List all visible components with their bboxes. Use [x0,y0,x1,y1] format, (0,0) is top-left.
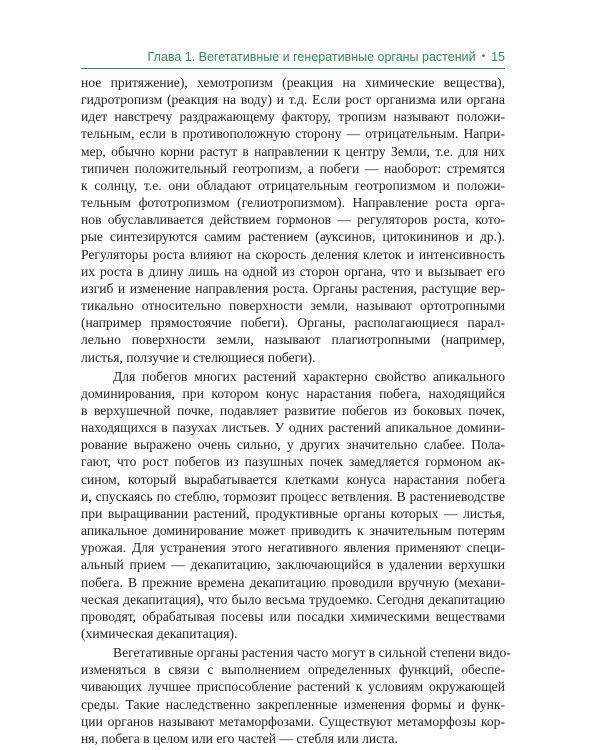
text-line: при выращивании растений, продуктивные органы которых — листья, [81,505,505,521]
text-line: нов обуславливается действием гормонов — регуляторов роста, кото- [81,212,505,228]
body-text [81,74,511,747]
text-line: (например прямостоячие побеги). Органы, располагающиеся парал- [81,315,505,331]
text-line: чивающих лучшее приспособление растений к условиям окружающей [81,679,505,695]
running-head [81,50,505,64]
text-line: тикально относительно поверхности земли, называют ортотропными [81,298,505,314]
paragraph [81,644,511,747]
paragraph [81,74,505,366]
text-line: лельно поверхности земли, называют плагиотропными (например, [81,332,505,348]
text-line: мер, обычно корни растут в направлении к центру Земли, т.е. для них [81,143,505,159]
text-line: Вегетативные органы растения часто могут в сильной степени видо- [113,645,511,661]
text-line: побега. В прежние времена декапитацию проводили вручную (механи- [81,574,505,590]
text-line: ции органов называют метаморфозами. Существуют метаморфозы кор- [81,713,505,729]
header-rule [81,68,505,69]
text-line: Для побегов многих растений характерно свойство апикального [113,368,505,384]
text-line: рование выражено очень сильно, у других значительно слабее. Пола- [81,437,505,453]
text-line: ческая декапитация), что было весьма трудоемко. Сегодня декапитацию [81,591,505,607]
text-line: их роста в длину лишь на одной из сторон органа, что и вызывает его [81,263,505,279]
text-line: тельным фототропизмом (гелиотропизмом). Направление роста орга- [81,195,505,211]
paragraph [81,368,505,643]
text-line: урожая. Для устранения этого негативного явления применяют специ- [81,540,505,556]
text-line: и, спускаясь по стеблю, тормозит процесс ветвления. В растениеводстве [81,488,505,504]
text-line: изгиб и изменение направления роста. Органы растения, растущие вер- [81,280,505,296]
text-line: (химическая декапитация). [81,626,238,641]
text-line: к солнцу, т.е. они обладают отрицательным геотропизмом и положи- [81,177,505,193]
text-line: доминирования, при котором конус нарастания побега, находящийся [81,385,505,401]
text-line: гидротропизм (реакция на воду) и т.д. Если рост организма или органа [81,92,505,108]
text-line: проводят, обрабатывая посевы или посадки химическими веществами [81,608,505,624]
text-line: гают, что рост побегов из пазушных почек замедляется гормоном ак- [81,454,505,470]
text-line: альный прием — декапитацию, заключающийся в удалении верхушки [81,557,505,573]
text-line: Регуляторы роста влияют на скорость деления клеток и интенсивность [81,246,505,262]
text-line: листья, ползучие и стелющиеся побеги). [81,349,316,365]
bullet-icon: • [481,50,486,62]
text-line: находящихся в пазухах листьев. У одних растений апикальное домини- [81,420,505,436]
text-line: тельным, если в противоположную сторону — отрицательным. Напри- [81,126,505,142]
page-number: 15 [491,50,505,64]
text-line: апикальное доминирование может приводить к значительным потерям [81,523,505,539]
text-line: среды. Такие наследственно закрепленные изменения формы и функ- [81,696,505,712]
text-line: сином, который вырабатывается клетками конуса нарастания побега [81,471,505,487]
text-line: ня, побега в целом или его частей — стебля или листа. [81,730,398,746]
text-line: типичен положительный геотропизм, а побеги — наоборот: стремятся [81,160,505,176]
text-line: идет навстречу раздражающему фактору, тропизм называют положи- [81,109,505,125]
text-line: в верхушечной почке, подавляет развитие побегов из боковых почек, [81,402,505,418]
text-line: изменяться в связи с выполнением определенных функций, обеспе- [81,662,505,678]
text-line: ное притяжение), хемотропизм (реакция на химические вещества), [81,75,505,90]
text-line: рые синтезируются самим растением (ауксинов, цитокининов и др.). [81,229,505,245]
chapter-title: Глава 1. Вегетативные и генеративные органы растений [147,50,476,64]
